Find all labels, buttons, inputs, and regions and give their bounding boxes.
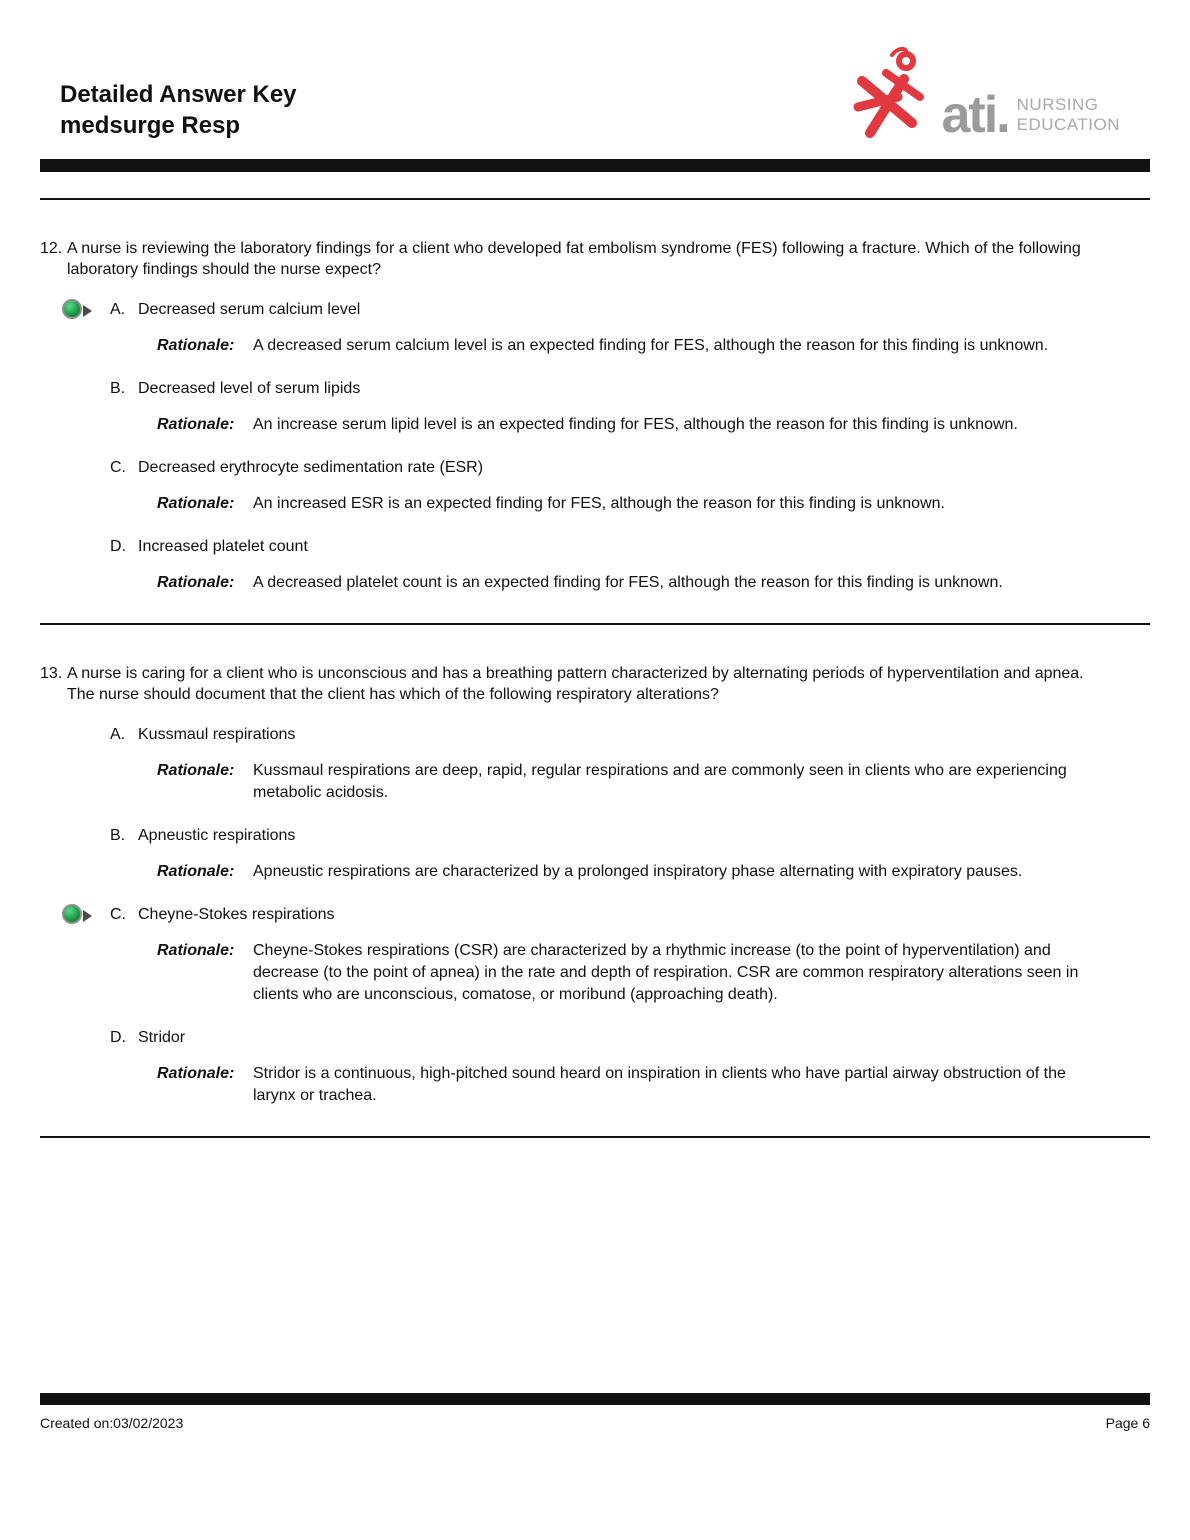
option-label: Increased platelet count: [138, 538, 308, 555]
footer-created-on: Created on:03/02/2023: [40, 1415, 184, 1431]
rationale-text: Cheyne-Stokes respirations (CSR) are characterized by a rhythmic increase (to the point of hyperventilation) and decrease (to the point of apnea) in the rate and depth of respiration. CSR are common respiratory alterations seen in clients who are unconscious, comatose, or moribund (approaching death).: [253, 942, 1079, 1003]
option-13c: [110, 904, 1150, 1006]
footer: [40, 1393, 1150, 1431]
rationale: [157, 760, 1150, 804]
option-letter: A.: [110, 726, 126, 743]
rationale: [157, 335, 1150, 357]
option-label: Decreased erythrocyte sedimentation rate (ESR): [138, 459, 484, 476]
option-label: Kussmaul respirations: [138, 726, 296, 743]
question-text: A nurse is caring for a client who is unconscious and has a breathing pattern characterized by alternating periods of hyperventilation and apnea. The nurse should document that the client has which of the following respiratory alterations?: [67, 665, 1084, 703]
rationale-text: Apneustic respirations are characterized by a prolonged inspiratory phase alternating with expiratory pauses.: [253, 863, 1023, 880]
ati-brand-text: ati.: [941, 86, 1009, 145]
option-12a: [110, 299, 1150, 357]
rationale-text: Stridor is a continuous, high-pitched sound heard on inspiration in clients who have partial airway obstruction of the larynx or trachea.: [253, 1065, 1066, 1104]
rationale-label: Rationale:: [157, 574, 235, 591]
rationale: [157, 1063, 1150, 1107]
section-rule-top: [40, 198, 1150, 200]
rationale-label: Rationale:: [157, 942, 235, 959]
rationale: [157, 940, 1150, 1006]
option-label: Cheyne-Stokes respirations: [138, 906, 335, 923]
option-letter: B.: [110, 380, 126, 397]
option-letter: A.: [110, 301, 126, 318]
option-12b: [110, 378, 1150, 436]
rationale-text: Kussmaul respirations are deep, rapid, regular respirations and are commonly seen in clients who are experiencing metabolic acidosis.: [253, 762, 1067, 801]
option-label: Decreased serum calcium level: [138, 301, 361, 318]
option-letter: C.: [110, 459, 126, 476]
rationale-text: A decreased platelet count is an expected finding for FES, although the reason for this finding is unknown.: [253, 574, 1003, 591]
rationale-label: Rationale:: [157, 1065, 235, 1082]
option-label: Stridor: [138, 1029, 186, 1046]
option-letter: D.: [110, 538, 126, 555]
rationale-text: A decreased serum calcium level is an expected finding for FES, although the reason for this finding is unknown.: [253, 337, 1049, 354]
rationale-label: Rationale:: [157, 495, 235, 512]
rationale-label: Rationale:: [157, 416, 235, 433]
correct-answer-marker: [62, 299, 82, 319]
question-number: 12.: [40, 240, 63, 257]
option-letter: D.: [110, 1029, 126, 1046]
ati-tagline-line1: NURSING: [1016, 95, 1099, 114]
rationale: [157, 414, 1150, 436]
option-13b: [110, 825, 1150, 883]
option-label: Apneustic respirations: [138, 827, 296, 844]
footer-bar: [40, 1393, 1150, 1405]
rationale: [157, 493, 1150, 515]
header: [40, 0, 1150, 143]
rationale: [157, 861, 1150, 883]
ati-logo: [842, 45, 1151, 143]
header-bar: [40, 159, 1150, 172]
page-title: [40, 79, 297, 143]
question-13-options: [40, 724, 1150, 1107]
rationale-label: Rationale:: [157, 863, 235, 880]
option-13a: [110, 724, 1150, 804]
rationale-text: An increase serum lipid level is an expected finding for FES, although the reason for this finding is unknown.: [253, 416, 1018, 433]
page-title-line1: Detailed Answer Key: [60, 81, 297, 108]
rationale: [157, 572, 1150, 594]
option-letter: C.: [110, 906, 126, 923]
rationale-label: Rationale:: [157, 337, 235, 354]
ati-tagline: [1017, 95, 1120, 143]
question-text: A nurse is reviewing the laboratory findings for a client who developed fat embolism syndrome (FES) following a fracture. Which of the following laboratory findings should the nurse expect?: [67, 240, 1081, 278]
section-rule-bottom: [40, 1136, 1150, 1138]
question-number: 13.: [40, 665, 63, 682]
footer-page-number: Page 6: [1105, 1415, 1150, 1431]
rationale-label: Rationale:: [157, 762, 235, 779]
page-title-line2: medsurge Resp: [60, 112, 241, 139]
ati-figure-icon: [842, 45, 942, 143]
option-letter: B.: [110, 827, 126, 844]
rationale-text: An increased ESR is an expected finding for FES, although the reason for this finding is unknown.: [253, 495, 945, 512]
question-12: [40, 238, 1150, 594]
option-13d: [110, 1027, 1150, 1107]
option-12c: [110, 457, 1150, 515]
correct-answer-marker: [62, 904, 82, 924]
section-rule-middle: [40, 623, 1150, 625]
question-13: [40, 663, 1150, 1107]
question-12-options: [40, 299, 1150, 594]
option-12d: [110, 536, 1150, 594]
option-label: Decreased level of serum lipids: [138, 380, 361, 397]
ati-tagline-line2: EDUCATION: [1016, 115, 1120, 134]
